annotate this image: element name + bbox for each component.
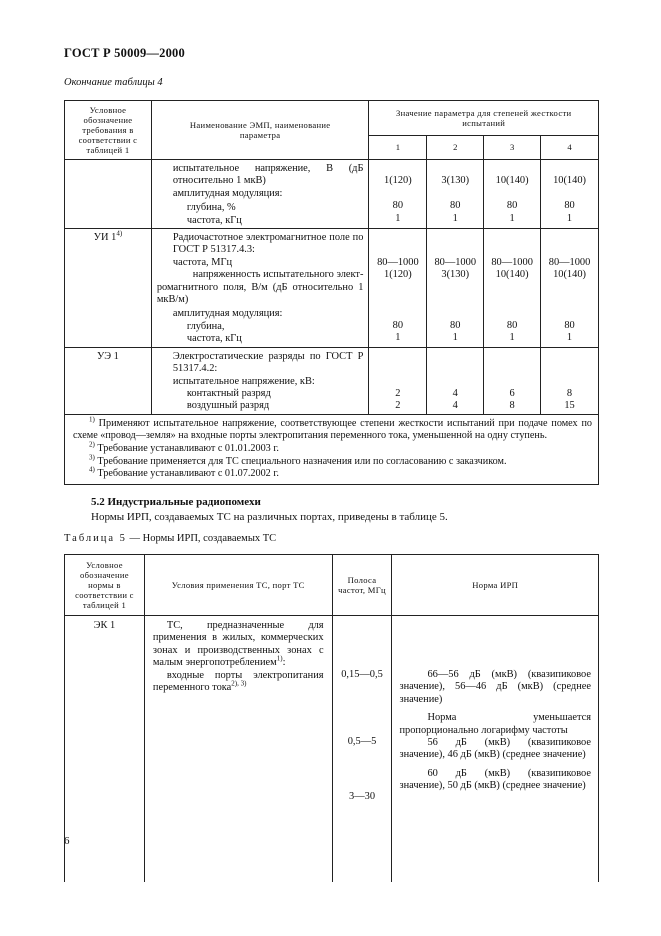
norm-2-intro: Норма уменьшается пропорционально логарифму частоты xyxy=(399,712,591,736)
band-value: 0,5—5 xyxy=(347,736,377,748)
table5-col-conditions-header: Условия применения ТС, порт ТС xyxy=(144,555,332,616)
footnote-1 xyxy=(73,415,592,443)
table4-row1-level3 xyxy=(484,160,541,229)
table-5 xyxy=(64,554,599,882)
value: 1 xyxy=(395,212,401,224)
footnote-mark: 1) xyxy=(89,415,95,424)
value: 1 xyxy=(509,212,515,224)
value: 4 xyxy=(452,400,458,412)
value: 80 xyxy=(564,319,575,331)
table4-row2-level1 xyxy=(369,229,427,348)
table5-row-ek1 xyxy=(65,616,599,883)
table4-row-rf-field xyxy=(65,229,599,348)
value: 80—1000 xyxy=(377,257,419,269)
value: 1 xyxy=(395,332,401,344)
table4-row1-code xyxy=(65,160,152,229)
table4-row3-name xyxy=(151,347,369,414)
table4-row-voltage xyxy=(65,160,599,229)
table4-group-header: Значение параметра для степеней жесткости испытаний xyxy=(369,101,599,136)
row3-air-label: воздушный разряд xyxy=(186,400,270,412)
document-header: ГОСТ Р 50009—2000 xyxy=(64,46,185,60)
table4-caption: Окончание таблицы 4 xyxy=(64,77,163,88)
row2-rf-label: Радиочастотное электромагнитное поле по ГОСТ Р 51317.4.3: xyxy=(172,232,364,256)
value: 10(140) xyxy=(553,269,586,281)
value: 4 xyxy=(452,387,458,399)
table4-row2-level2 xyxy=(427,229,484,348)
value: 80 xyxy=(450,200,461,212)
value: 2 xyxy=(395,387,401,399)
table5-row1-bands xyxy=(332,616,392,883)
value: 1 xyxy=(566,212,573,224)
row2-freq-label: частота, кГц xyxy=(186,333,242,345)
band-value: 3—30 xyxy=(349,790,376,802)
footnote-mark: 3) xyxy=(89,453,95,462)
conditions-main-text: ТС, предназначенные для применения в жилых, коммерческих зонах и производственных зонах с малым энергопотреблением xyxy=(152,620,324,669)
table4-row3-code: УЭ 1 xyxy=(65,347,152,414)
footnote-text: Требование применяется для ТС специального назначения или по согласованию с заказчиком. xyxy=(97,455,507,467)
table5-col-norm-header: Норма ИРП xyxy=(392,555,599,616)
table5-row1-conditions xyxy=(144,616,332,883)
value: 80 xyxy=(506,319,518,331)
table5-col-band-header: Полоса частот, МГц xyxy=(332,555,392,616)
table4-row1-level4 xyxy=(541,160,599,229)
section-paragraph: Нормы ИРП, создаваемых ТС на различных портах, приведены в таблице 5. xyxy=(91,511,448,523)
value: 3(130) xyxy=(441,269,470,281)
footnote-ref: 4) xyxy=(116,229,123,238)
row3-contact-label: контактный разряд xyxy=(186,387,271,399)
table4-footnotes xyxy=(65,414,599,484)
table4-row3-level1 xyxy=(369,347,427,414)
code-text: УИ 1 xyxy=(93,232,117,244)
table4-level-3: 3 xyxy=(484,135,541,160)
band-value: 0,15—0,5 xyxy=(341,669,383,680)
norm-2: 56 дБ (мкВ) (квазипиковое значение), 46 дБ (мкВ) (среднее значение) xyxy=(399,737,591,761)
table4-row2-level3 xyxy=(484,229,541,348)
caption-rest: — Нормы ИРП, создаваемых ТС xyxy=(126,533,277,544)
footnote-ref: 2), 3) xyxy=(231,679,247,688)
value: 1 xyxy=(452,332,458,344)
footnote-3 xyxy=(73,453,592,469)
table4-level-4: 4 xyxy=(541,135,599,160)
table5-caption xyxy=(64,533,276,544)
table-4 xyxy=(64,100,599,485)
section-title: 5.2 Индустриальные радиопомехи xyxy=(91,496,261,508)
table5-row1-norms xyxy=(392,616,599,883)
row2-field-label-1: напряженность испытательного элект- xyxy=(192,269,364,281)
footnote-text: Применяют испытательное напряжение, соответствующее степени жесткости испытаний при подаче помех по схеме «провод—земля» на входные порты электропитания переменного тока, уменьшенной на одну ступень. xyxy=(73,417,592,442)
row3-voltage-label: испытательное напряжение, кВ: xyxy=(172,375,315,387)
norm-1: 66—56 дБ (мкВ) (квазипиковое значение), 56—46 дБ (мкВ) (среднее значение) xyxy=(399,669,591,705)
table5-header-row xyxy=(65,555,599,616)
table4-row1-name xyxy=(151,160,369,229)
table4-row1-level1 xyxy=(369,160,427,229)
value: 80 xyxy=(450,319,461,331)
row3-esd-label: Электростатические разряды по ГОСТ Р 51317.4.2: xyxy=(172,350,364,375)
row1-voltage-label: испытательное напряжение, В (дБ относительно 1 мкВ) xyxy=(172,163,364,187)
value: 6 xyxy=(509,387,515,399)
table4-level-1: 1 xyxy=(369,135,427,160)
norm-3: 60 дБ (мкВ) (квазипиковое значение), 50 дБ (мкВ) (среднее значение) xyxy=(399,767,591,792)
table4-row3-level4 xyxy=(541,347,599,414)
table4-row-esd xyxy=(65,347,599,414)
page-number: 6 xyxy=(64,835,70,847)
footnote-4 xyxy=(73,465,592,481)
table4-footnotes-row xyxy=(65,414,599,484)
value: 80—1000 xyxy=(548,257,591,269)
value: 1(120) xyxy=(384,269,412,281)
value: 80 xyxy=(564,200,575,212)
value: 1 xyxy=(509,332,515,344)
value: 10(140) xyxy=(495,175,529,186)
value: 80 xyxy=(392,200,404,212)
value: 2 xyxy=(395,400,401,412)
row2-modulation-label: амплитудная модуляция: xyxy=(172,308,283,320)
table4-col-name-header: Наименование ЭМП, наименование параметра xyxy=(151,101,369,160)
value: 80 xyxy=(506,200,518,212)
table4-row1-level2 xyxy=(427,160,484,229)
value: 15 xyxy=(564,400,575,412)
footnote-ref: 1) xyxy=(276,654,283,663)
table4-header-row xyxy=(65,101,599,136)
value: 10(140) xyxy=(553,175,586,186)
value: 80 xyxy=(392,319,404,331)
row2-field-label-2: ромагнитного поля, В/м (дБ относительно 1 мкВ/м) xyxy=(156,281,364,306)
footnote-mark: 4) xyxy=(89,465,95,474)
value: 8 xyxy=(509,400,515,412)
table5-row1-code: ЭК 1 xyxy=(65,616,145,883)
value: 3(130) xyxy=(441,175,470,186)
conditions-main xyxy=(153,620,324,670)
value: 1(120) xyxy=(384,175,412,186)
table4-row2-name xyxy=(151,229,369,348)
value: 80—1000 xyxy=(491,257,533,269)
value: 1 xyxy=(566,332,573,344)
footnote-text: Требование устанавливают с 01.01.2003 г. xyxy=(97,442,279,454)
table4-row3-level3 xyxy=(484,347,541,414)
value: 10(140) xyxy=(495,269,529,281)
row2-freq-mhz-label: частота, МГц xyxy=(172,256,233,268)
conditions-main-end: : xyxy=(282,657,286,669)
row1-depth-label: глубина, % xyxy=(186,202,236,214)
conditions-port-text: входные порты электропитания переменного тока xyxy=(152,669,324,694)
table4-row2-level4 xyxy=(541,229,599,348)
caption-prefix: Таблица 5 xyxy=(64,533,127,544)
table4-col-code-header: Условное обозначение требования в соответствии с таблицей 1 xyxy=(65,101,152,160)
row2-depth-label: глубина, xyxy=(186,320,225,332)
value: 1 xyxy=(452,212,458,224)
table4-level-2: 2 xyxy=(427,135,484,160)
value: 8 xyxy=(566,387,573,399)
table5-col-code-header: Условное обозначение нормы в соответствии с таблицей 1 xyxy=(65,555,145,616)
footnote-mark: 2) xyxy=(89,440,95,449)
table4-row3-level2 xyxy=(427,347,484,414)
row1-freq-label: частота, кГц xyxy=(186,214,242,226)
row1-modulation-label: амплитудная модуляция: xyxy=(172,187,283,199)
table4-row2-code xyxy=(65,229,152,348)
conditions-port xyxy=(153,670,324,695)
footnote-2 xyxy=(73,440,592,456)
value: 80—1000 xyxy=(434,257,477,269)
footnote-text: Требование устанавливают с 01.07.2002 г. xyxy=(97,468,279,480)
